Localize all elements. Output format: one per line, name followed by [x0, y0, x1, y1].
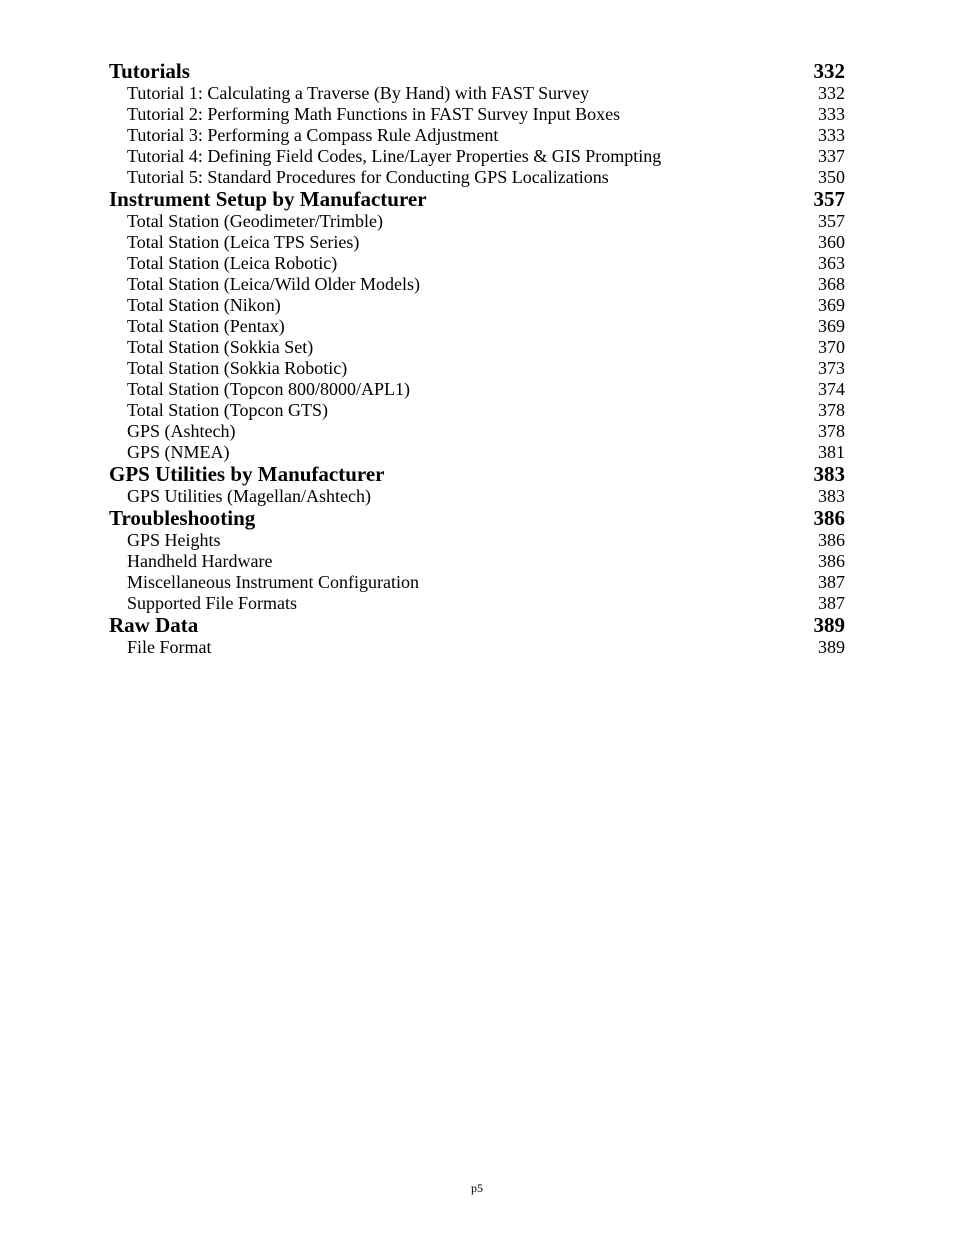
toc-entry-title: Tutorial 1: Calculating a Traverse (By Hand) with FAST Survey	[127, 83, 590, 103]
toc-entry[interactable]	[109, 146, 845, 167]
toc-section-title: Instrument Setup by Manufacturer	[109, 187, 427, 211]
toc-section-page: 389	[813, 613, 845, 637]
toc-entry[interactable]	[109, 421, 845, 442]
toc-entry-title: Miscellaneous Instrument Configuration	[127, 572, 419, 592]
toc-entry-page: 368	[818, 274, 845, 294]
toc-section-page: 386	[813, 506, 845, 530]
toc-section-heading[interactable]	[109, 463, 845, 486]
toc-entry-page: 357	[818, 211, 845, 231]
toc-entry[interactable]	[109, 358, 845, 379]
toc-entry-page: 369	[818, 295, 845, 315]
toc-entry[interactable]	[109, 572, 845, 593]
toc-entry[interactable]	[109, 400, 845, 421]
toc-entry-page: 337	[818, 146, 845, 166]
toc-entry-title: Total Station (Geodimeter/Trimble)	[127, 211, 384, 231]
toc-entry-title: Total Station (Sokkia Robotic)	[127, 358, 348, 378]
page-number-footer: p5	[471, 1181, 483, 1195]
toc-entry-title: Tutorial 2: Performing Math Functions in FAST Survey Input Boxes	[127, 104, 621, 124]
toc-entry[interactable]	[109, 104, 845, 125]
toc-section-heading[interactable]	[109, 507, 845, 530]
toc-entry-page: 386	[818, 530, 845, 550]
toc-entry[interactable]	[109, 486, 845, 507]
toc-section-title: Tutorials	[109, 59, 190, 83]
toc-entry-title: Total Station (Leica/Wild Older Models)	[127, 274, 420, 294]
toc-entry-title: Tutorial 4: Defining Field Codes, Line/Layer Properties & GIS Prompting	[127, 146, 662, 166]
toc-section-title: Troubleshooting	[109, 506, 256, 530]
toc-entry-title: Total Station (Sokkia Set)	[127, 337, 314, 357]
toc-entry[interactable]	[109, 379, 845, 400]
toc-entry-page: 387	[818, 572, 845, 592]
toc-entry[interactable]	[109, 593, 845, 614]
toc-entry[interactable]	[109, 530, 845, 551]
toc-entry-title: Total Station (Topcon 800/8000/APL1)	[127, 379, 410, 399]
toc-section-title: Raw Data	[109, 613, 199, 637]
table-of-contents	[109, 60, 845, 658]
toc-entry-title: GPS (NMEA)	[127, 442, 230, 462]
toc-entry[interactable]	[109, 211, 845, 232]
toc-entry[interactable]	[109, 442, 845, 463]
toc-section-page: 357	[813, 187, 845, 211]
toc-section-title: GPS Utilities by Manufacturer	[109, 462, 385, 486]
toc-section-page: 383	[813, 462, 845, 486]
toc-entry-title: GPS Heights	[127, 530, 221, 550]
toc-entry-title: Supported File Formats	[127, 593, 297, 613]
toc-entry[interactable]	[109, 295, 845, 316]
toc-entry-page: 360	[818, 232, 845, 252]
toc-entry[interactable]	[109, 274, 845, 295]
toc-entry[interactable]	[109, 637, 845, 658]
toc-entry-page: 369	[818, 316, 845, 336]
toc-entry-title: Handheld Hardware	[127, 551, 273, 571]
toc-section-heading[interactable]	[109, 614, 845, 637]
toc-entry-page: 378	[818, 421, 845, 441]
toc-section-heading[interactable]	[109, 188, 845, 211]
toc-entry-title: Total Station (Pentax)	[127, 316, 285, 336]
toc-entry-title: GPS Utilities (Magellan/Ashtech)	[127, 486, 371, 506]
toc-entry-page: 363	[818, 253, 845, 273]
toc-entry-title: GPS (Ashtech)	[127, 421, 236, 441]
toc-entry-title: Tutorial 3: Performing a Compass Rule Adjustment	[127, 125, 499, 145]
toc-section-heading[interactable]	[109, 60, 845, 83]
toc-entry-page: 333	[818, 104, 845, 124]
toc-section-page: 332	[813, 59, 845, 83]
toc-entry-page: 374	[818, 379, 845, 399]
toc-entry[interactable]	[109, 167, 845, 188]
toc-entry-page: 373	[818, 358, 845, 378]
toc-entry-page: 381	[818, 442, 845, 462]
toc-entry[interactable]	[109, 232, 845, 253]
toc-entry[interactable]	[109, 125, 845, 146]
toc-entry[interactable]	[109, 316, 845, 337]
toc-entry-page: 370	[818, 337, 845, 357]
toc-entry-page: 383	[818, 486, 845, 506]
toc-entry[interactable]	[109, 253, 845, 274]
toc-entry[interactable]	[109, 551, 845, 572]
toc-entry-page: 333	[818, 125, 845, 145]
toc-entry[interactable]	[109, 337, 845, 358]
toc-entry-title: Total Station (Nikon)	[127, 295, 281, 315]
toc-entry-title: Total Station (Topcon GTS)	[127, 400, 328, 420]
toc-entry-title: Total Station (Leica TPS Series)	[127, 232, 360, 252]
toc-entry-page: 332	[818, 83, 845, 103]
toc-entry[interactable]	[109, 83, 845, 104]
toc-entry-page: 387	[818, 593, 845, 613]
toc-entry-page: 389	[818, 637, 845, 657]
toc-entry-page: 378	[818, 400, 845, 420]
toc-entry-title: Tutorial 5: Standard Procedures for Conducting GPS Localizations	[127, 167, 609, 187]
toc-entry-page: 386	[818, 551, 845, 571]
toc-entry-title: Total Station (Leica Robotic)	[127, 253, 338, 273]
toc-entry-title: File Format	[127, 637, 212, 657]
toc-entry-page: 350	[818, 167, 845, 187]
